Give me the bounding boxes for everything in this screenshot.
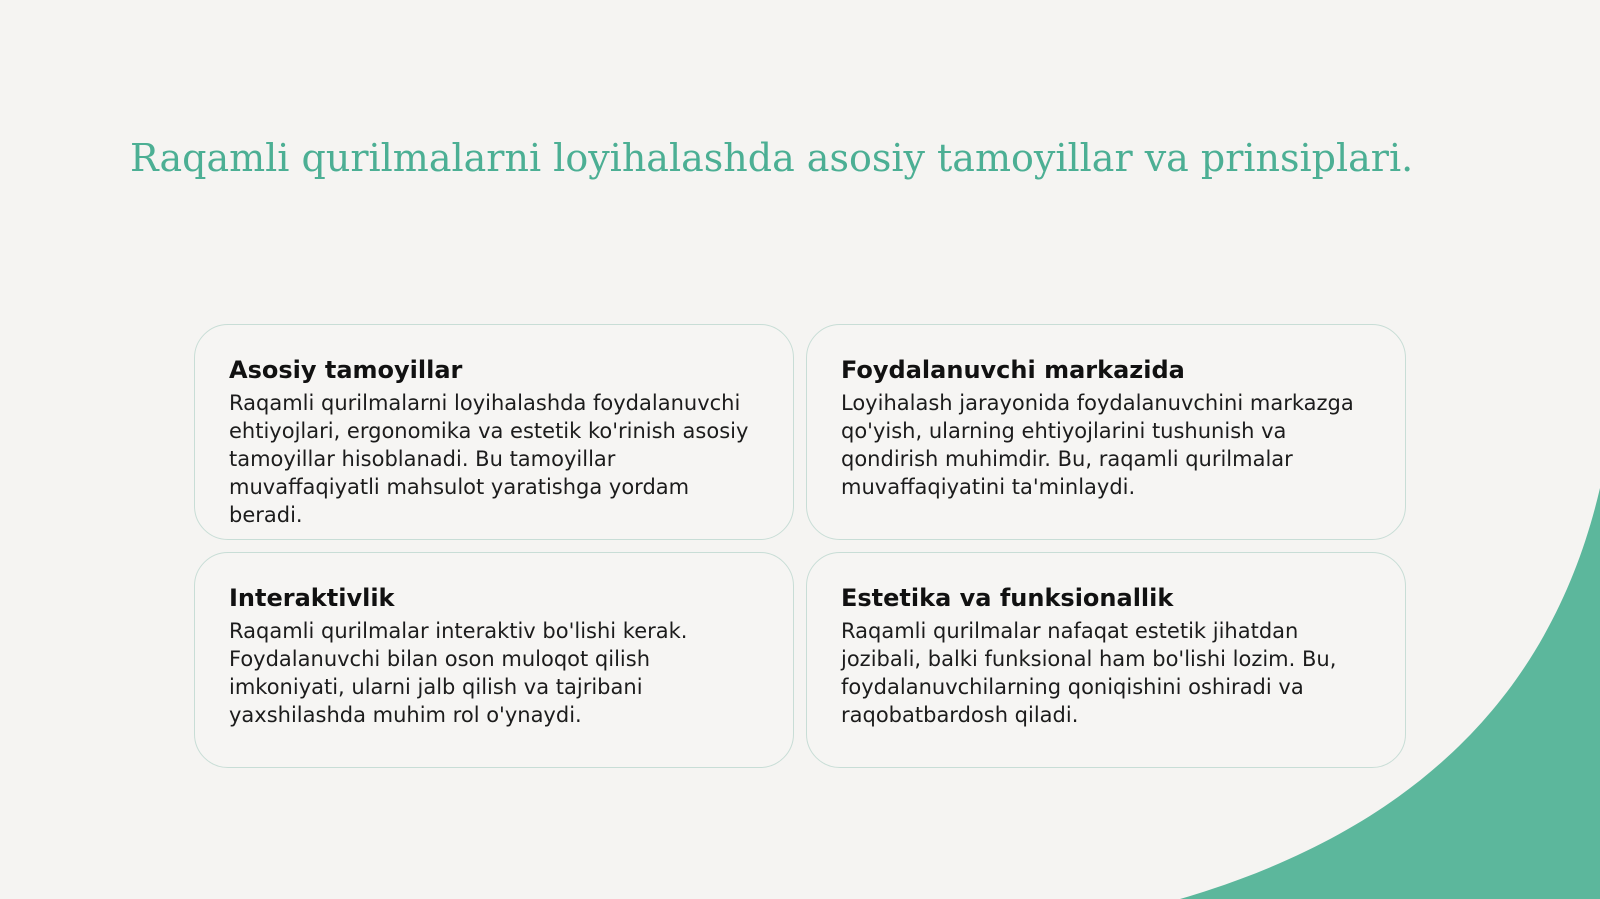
card-text: Loyihalash jarayonida foydalanuvchini markazga qo'yish, ularning ehtiyojlarini tushunish va qondirish muhimdir. Bu, raqamli qurilmalar muvaffaqiyatini ta'minlaydi. xyxy=(841,391,1354,499)
card-heading: Estetika va funksionallik xyxy=(841,584,1174,612)
card-foydalanuvchi-markazida xyxy=(806,324,1406,540)
card-text: Raqamli qurilmalar nafaqat estetik jihatdan jozibali, balki funksional ham bo'lishi lozim. Bu, foydalanuvchilarning qoniqishini oshiradi va raqobatbardosh qiladi. xyxy=(841,619,1337,727)
cards-grid xyxy=(194,324,1406,768)
card-heading: Asosiy tamoyillar xyxy=(229,356,463,384)
card-interaktivlik xyxy=(194,552,794,768)
card-heading: Interaktivlik xyxy=(229,584,395,612)
card-asosiy-tamoyillar xyxy=(194,324,794,540)
card-text: Raqamli qurilmalar interaktiv bo'lishi kerak. Foydalanuvchi bilan oson muloqot qilish imkoniyati, ularni jalb qilish va tajribani yaxshilashda muhim rol o'ynaydi. xyxy=(229,619,688,727)
slide-title: Raqamli qurilmalarni loyihalashda asosiy tamoyillar va prinsiplari. xyxy=(130,136,1414,180)
card-text: Raqamli qurilmalarni loyihalashda foydalanuvchi ehtiyojlari, ergonomika va estetik ko'rinish asosiy tamoyillar hisoblanadi. Bu tamoyillar muvaffaqiyatli mahsulot yaratishga yordam beradi. xyxy=(229,391,749,527)
card-heading: Foydalanuvchi markazida xyxy=(841,356,1185,384)
card-estetika-va-funksionallik xyxy=(806,552,1406,768)
